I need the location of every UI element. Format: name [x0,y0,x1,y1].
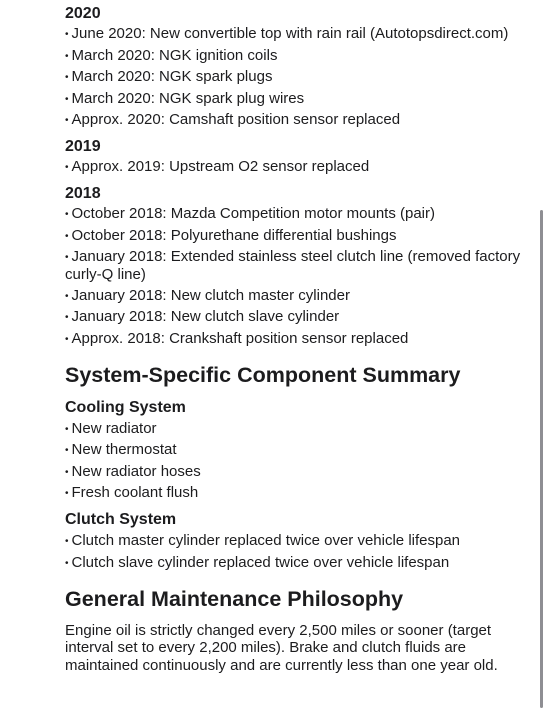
bullet-icon: • [65,72,69,83]
philosophy-paragraph: Engine oil is strictly changed every 2,500 miles or sooner (target interval set to every 2,200 miles). Brake and clutch fluids are maintained continuously and are currently less than one year old. [65,621,498,674]
bullet-icon: • [65,29,69,40]
list-item: • Approx. 2019: Upstream O2 sensor replaced [65,158,370,175]
list-item: • New radiator hoses [65,462,201,480]
list-item: • Clutch master cylinder replaced twice over vehicle lifespan [65,532,461,549]
bullet-icon: • [65,230,69,242]
clutch-list [65,532,525,572]
year-heading: 2018 [65,185,101,202]
maintenance-list [65,158,525,176]
bullet-icon: • [65,290,69,302]
bullet-icon: • [65,466,69,478]
list-item: • New radiator [65,419,157,437]
list-item: • March 2020: NGK ignition coils [65,46,278,64]
bullet-icon: • [65,162,69,173]
list-item: • March 2020: NGK spark plugs [65,68,273,85]
year-section-2019 [65,137,525,176]
list-item: • Approx. 2020: Camshaft position sensor replaced [65,111,401,128]
maintenance-list [65,205,525,348]
year-heading: 2019 [65,138,101,155]
list-item: • January 2018: New clutch slave cylinder [65,308,340,325]
bullet-icon: • [65,423,69,435]
bullet-icon: • [65,445,69,456]
bullet-icon: • [65,333,69,345]
list-item: • New thermostat [65,441,177,458]
year-section-2018 [65,184,525,348]
list-item: • January 2018: New clutch master cylinder [65,286,350,304]
bullet-icon: • [65,488,69,499]
bullet-icon: • [65,557,69,569]
list-item: • October 2018: Polyurethane differential bushings [65,226,397,244]
list-item: • Fresh coolant flush [65,484,199,501]
list-item: • Clutch slave cylinder replaced twice over vehicle lifespan [65,553,450,571]
clutch-system-heading: Clutch System [65,511,177,528]
philosophy-heading: General Maintenance Philosophy [65,586,404,611]
list-item: • June 2020: New convertible top with rain rail (Autotopsdirect.com) [65,25,509,42]
summary-heading: System-Specific Component Summary [65,362,461,387]
bullet-icon: • [65,312,69,323]
list-item: • March 2020: NGK spark plug wires [65,89,305,107]
year-heading: 2020 [65,5,101,22]
cooling-list [65,420,525,503]
cooling-system-heading: Cooling System [65,398,186,416]
bullet-icon: • [65,209,69,220]
bullet-icon: • [65,536,69,547]
bullet-icon: • [65,93,69,105]
list-item: • Approx. 2018: Crankshaft position sensor replaced [65,329,409,347]
scrollbar[interactable] [540,210,543,708]
list-item: • October 2018: Mazda Competition motor mounts (pair) [65,205,436,222]
cooling-system-section [65,398,525,503]
list-item: • January 2018: Extended stainless steel clutch line (removed factory curly-Q line) [65,248,521,283]
clutch-system-section [65,510,525,572]
bullet-icon: • [65,50,69,62]
bullet-icon: • [65,252,69,263]
bullet-icon: • [65,115,69,126]
year-section-2020 [65,4,525,129]
document-content [65,0,525,674]
maintenance-list [65,25,525,129]
